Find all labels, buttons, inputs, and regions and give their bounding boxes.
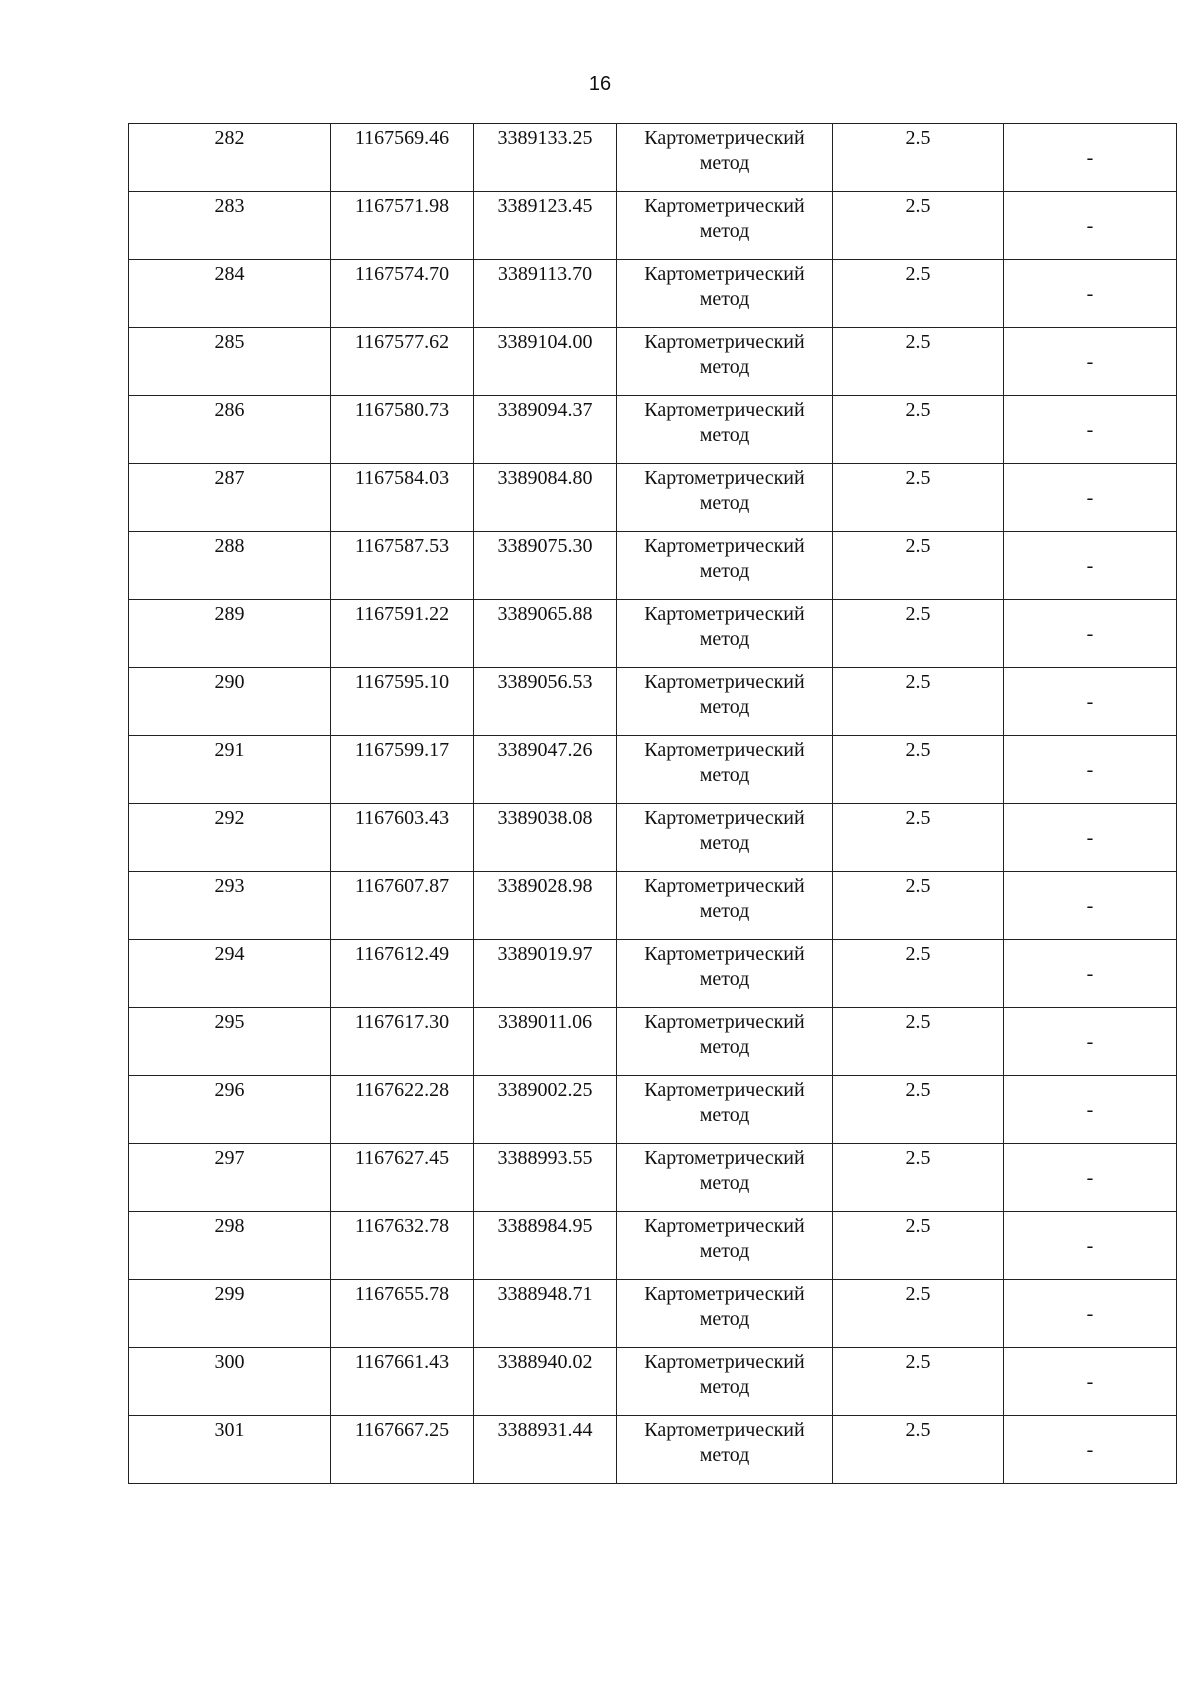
x-coordinate-cell-text: 1167655.78 [354, 1283, 450, 1305]
y-coordinate-cell-text: 3389133.25 [497, 127, 593, 149]
y-coordinate-cell [474, 668, 617, 736]
accuracy-cell [833, 1144, 1004, 1212]
accuracy-cell-text: 2.5 [905, 399, 931, 421]
y-coordinate-cell [474, 872, 617, 940]
point-number-cell-text: 291 [214, 739, 245, 761]
method-cell [617, 1348, 833, 1416]
x-coordinate-cell [331, 940, 474, 1008]
x-coordinate-cell [331, 600, 474, 668]
accuracy-cell [833, 328, 1004, 396]
x-coordinate-cell-text: 1167571.98 [354, 195, 450, 217]
accuracy-cell [833, 804, 1004, 872]
accuracy-cell-text: 2.5 [905, 1011, 931, 1033]
table-row [129, 328, 1177, 396]
accuracy-cell [833, 532, 1004, 600]
note-cell-text: - [1086, 759, 1094, 781]
point-number-cell-text: 283 [214, 195, 245, 217]
point-number-cell [129, 1076, 331, 1144]
y-coordinate-cell [474, 940, 617, 1008]
accuracy-cell [833, 124, 1004, 192]
y-coordinate-cell [474, 192, 617, 260]
note-cell [1004, 1348, 1177, 1416]
y-coordinate-cell [474, 532, 617, 600]
x-coordinate-cell-text: 1167667.25 [354, 1419, 450, 1441]
accuracy-cell-text: 2.5 [905, 127, 931, 149]
accuracy-cell [833, 736, 1004, 804]
note-cell-text: - [1086, 1167, 1094, 1189]
method-cell [617, 1416, 833, 1484]
y-coordinate-cell [474, 736, 617, 804]
method-cell [617, 804, 833, 872]
y-coordinate-cell [474, 260, 617, 328]
point-number-cell-text: 297 [214, 1147, 245, 1169]
x-coordinate-cell [331, 1144, 474, 1212]
x-coordinate-cell-text: 1167584.03 [354, 467, 450, 489]
accuracy-cell [833, 1212, 1004, 1280]
point-number-cell-text: 290 [214, 671, 245, 693]
point-number-cell-text: 287 [214, 467, 245, 489]
point-number-cell [129, 1348, 331, 1416]
note-cell-text: - [1086, 1235, 1094, 1257]
y-coordinate-cell-text: 3389075.30 [497, 535, 593, 557]
method-cell [617, 260, 833, 328]
accuracy-cell-text: 2.5 [905, 1419, 931, 1441]
method-cell [617, 940, 833, 1008]
accuracy-cell [833, 668, 1004, 736]
accuracy-cell-text: 2.5 [905, 467, 931, 489]
method-cell-text: Картометрический метод [644, 263, 805, 310]
accuracy-cell-text: 2.5 [905, 535, 931, 557]
accuracy-cell-text: 2.5 [905, 807, 931, 829]
point-number-cell-text: 295 [214, 1011, 245, 1033]
y-coordinate-cell-text: 3389084.80 [497, 467, 593, 489]
table-row [129, 1076, 1177, 1144]
accuracy-cell [833, 464, 1004, 532]
point-number-cell-text: 292 [214, 807, 245, 829]
point-number-cell [129, 124, 331, 192]
accuracy-cell [833, 872, 1004, 940]
method-cell [617, 328, 833, 396]
point-number-cell [129, 464, 331, 532]
note-cell [1004, 260, 1177, 328]
x-coordinate-cell [331, 1348, 474, 1416]
y-coordinate-cell-text: 3388993.55 [497, 1147, 593, 1169]
table-row [129, 1348, 1177, 1416]
point-number-cell-text: 300 [214, 1351, 245, 1373]
x-coordinate-cell-text: 1167574.70 [354, 263, 450, 285]
y-coordinate-cell-text: 3389047.26 [497, 739, 593, 761]
point-number-cell-text: 299 [214, 1283, 245, 1305]
accuracy-cell-text: 2.5 [905, 603, 931, 625]
y-coordinate-cell-text: 3389094.37 [497, 399, 593, 421]
table-row [129, 124, 1177, 192]
note-cell [1004, 396, 1177, 464]
x-coordinate-cell [331, 804, 474, 872]
x-coordinate-cell-text: 1167617.30 [354, 1011, 450, 1033]
method-cell-text: Картометрический метод [644, 535, 805, 582]
note-cell-text: - [1086, 691, 1094, 713]
point-number-cell [129, 260, 331, 328]
accuracy-cell [833, 192, 1004, 260]
note-cell-text: - [1086, 963, 1094, 985]
y-coordinate-cell-text: 3389038.08 [497, 807, 593, 829]
method-cell-text: Картометрический метод [644, 739, 805, 786]
coordinates-table [128, 123, 1177, 1484]
method-cell-text: Картометрический метод [644, 1011, 805, 1058]
accuracy-cell-text: 2.5 [905, 1215, 931, 1237]
method-cell-text: Картометрический метод [644, 467, 805, 514]
y-coordinate-cell [474, 804, 617, 872]
note-cell-text: - [1086, 283, 1094, 305]
accuracy-cell [833, 1008, 1004, 1076]
method-cell-text: Картометрический метод [644, 331, 805, 378]
table-row [129, 1144, 1177, 1212]
method-cell [617, 736, 833, 804]
table-row [129, 940, 1177, 1008]
method-cell-text: Картометрический метод [644, 603, 805, 650]
note-cell [1004, 668, 1177, 736]
table-row [129, 1280, 1177, 1348]
x-coordinate-cell [331, 1416, 474, 1484]
y-coordinate-cell [474, 328, 617, 396]
note-cell [1004, 1008, 1177, 1076]
point-number-cell [129, 1008, 331, 1076]
table-row [129, 668, 1177, 736]
y-coordinate-cell-text: 3389002.25 [497, 1079, 593, 1101]
accuracy-cell-text: 2.5 [905, 263, 931, 285]
note-cell [1004, 532, 1177, 600]
y-coordinate-cell [474, 600, 617, 668]
method-cell-text: Картометрический метод [644, 127, 805, 174]
note-cell [1004, 1280, 1177, 1348]
x-coordinate-cell [331, 532, 474, 600]
method-cell [617, 1144, 833, 1212]
y-coordinate-cell [474, 1416, 617, 1484]
y-coordinate-cell [474, 1008, 617, 1076]
accuracy-cell-text: 2.5 [905, 331, 931, 353]
accuracy-cell [833, 260, 1004, 328]
x-coordinate-cell [331, 1212, 474, 1280]
method-cell-text: Картометрический метод [644, 1215, 805, 1262]
table-row [129, 1212, 1177, 1280]
point-number-cell [129, 600, 331, 668]
note-cell-text: - [1086, 827, 1094, 849]
method-cell-text: Картометрический метод [644, 1283, 805, 1330]
note-cell-text: - [1086, 623, 1094, 645]
table-row [129, 396, 1177, 464]
note-cell-text: - [1086, 1303, 1094, 1325]
accuracy-cell [833, 940, 1004, 1008]
y-coordinate-cell-text: 3389056.53 [497, 671, 593, 693]
point-number-cell-text: 286 [214, 399, 245, 421]
y-coordinate-cell-text: 3389065.88 [497, 603, 593, 625]
method-cell-text: Картометрический метод [644, 1147, 805, 1194]
accuracy-cell-text: 2.5 [905, 943, 931, 965]
method-cell-text: Картометрический метод [644, 399, 805, 446]
accuracy-cell-text: 2.5 [905, 195, 931, 217]
method-cell [617, 1076, 833, 1144]
point-number-cell-text: 289 [214, 603, 245, 625]
point-number-cell [129, 668, 331, 736]
accuracy-cell-text: 2.5 [905, 1283, 931, 1305]
method-cell-text: Картометрический метод [644, 1419, 805, 1466]
note-cell-text: - [1086, 487, 1094, 509]
method-cell [617, 192, 833, 260]
point-number-cell [129, 532, 331, 600]
method-cell-text: Картометрический метод [644, 1351, 805, 1398]
x-coordinate-cell-text: 1167591.22 [354, 603, 450, 625]
x-coordinate-cell [331, 328, 474, 396]
point-number-cell-text: 301 [214, 1419, 245, 1441]
y-coordinate-cell-text: 3388940.02 [497, 1351, 593, 1373]
y-coordinate-cell-text: 3389113.70 [497, 263, 593, 285]
method-cell [617, 1280, 833, 1348]
x-coordinate-cell-text: 1167612.49 [354, 943, 450, 965]
coordinates-table-body [129, 124, 1177, 1484]
method-cell-text: Картометрический метод [644, 671, 805, 718]
note-cell-text: - [1086, 351, 1094, 373]
x-coordinate-cell-text: 1167577.62 [354, 331, 450, 353]
note-cell-text: - [1086, 1099, 1094, 1121]
y-coordinate-cell-text: 3388931.44 [497, 1419, 593, 1441]
x-coordinate-cell-text: 1167599.17 [354, 739, 450, 761]
table-row [129, 532, 1177, 600]
note-cell-text: - [1086, 1371, 1094, 1393]
y-coordinate-cell-text: 3389011.06 [497, 1011, 593, 1033]
point-number-cell [129, 1144, 331, 1212]
y-coordinate-cell [474, 1144, 617, 1212]
table-row [129, 192, 1177, 260]
point-number-cell [129, 1416, 331, 1484]
x-coordinate-cell-text: 1167627.45 [354, 1147, 450, 1169]
y-coordinate-cell-text: 3389019.97 [497, 943, 593, 965]
method-cell [617, 1212, 833, 1280]
accuracy-cell [833, 1348, 1004, 1416]
note-cell-text: - [1086, 1439, 1094, 1461]
point-number-cell [129, 192, 331, 260]
method-cell-text: Картометрический метод [644, 1079, 805, 1126]
y-coordinate-cell [474, 396, 617, 464]
x-coordinate-cell-text: 1167595.10 [354, 671, 450, 693]
y-coordinate-cell-text: 3388984.95 [497, 1215, 593, 1237]
x-coordinate-cell-text: 1167603.43 [354, 807, 450, 829]
accuracy-cell-text: 2.5 [905, 1079, 931, 1101]
table-row [129, 804, 1177, 872]
accuracy-cell-text: 2.5 [905, 1147, 931, 1169]
point-number-cell-text: 285 [214, 331, 245, 353]
accuracy-cell [833, 1076, 1004, 1144]
note-cell [1004, 124, 1177, 192]
note-cell [1004, 1076, 1177, 1144]
note-cell-text: - [1086, 1031, 1094, 1053]
y-coordinate-cell-text: 3389123.45 [497, 195, 593, 217]
point-number-cell-text: 298 [214, 1215, 245, 1237]
point-number-cell [129, 872, 331, 940]
x-coordinate-cell [331, 396, 474, 464]
y-coordinate-cell [474, 1212, 617, 1280]
note-cell [1004, 872, 1177, 940]
method-cell-text: Картометрический метод [644, 875, 805, 922]
note-cell-text: - [1086, 215, 1094, 237]
method-cell [617, 396, 833, 464]
note-cell-text: - [1086, 895, 1094, 917]
point-number-cell [129, 804, 331, 872]
point-number-cell [129, 1212, 331, 1280]
method-cell [617, 124, 833, 192]
table-row [129, 1416, 1177, 1484]
table-row [129, 1008, 1177, 1076]
accuracy-cell-text: 2.5 [905, 875, 931, 897]
accuracy-cell-text: 2.5 [905, 671, 931, 693]
y-coordinate-cell-text: 3389028.98 [497, 875, 593, 897]
x-coordinate-cell [331, 1280, 474, 1348]
accuracy-cell [833, 396, 1004, 464]
table-row [129, 600, 1177, 668]
note-cell [1004, 736, 1177, 804]
point-number-cell [129, 940, 331, 1008]
point-number-cell [129, 736, 331, 804]
x-coordinate-cell [331, 192, 474, 260]
x-coordinate-cell [331, 1008, 474, 1076]
point-number-cell [129, 1280, 331, 1348]
table-row [129, 260, 1177, 328]
method-cell [617, 1008, 833, 1076]
accuracy-cell [833, 1280, 1004, 1348]
accuracy-cell-text: 2.5 [905, 1351, 931, 1373]
method-cell [617, 464, 833, 532]
y-coordinate-cell [474, 1076, 617, 1144]
point-number-cell-text: 282 [214, 127, 245, 149]
point-number-cell-text: 288 [214, 535, 245, 557]
note-cell-text: - [1086, 147, 1094, 169]
accuracy-cell [833, 1416, 1004, 1484]
method-cell-text: Картометрический метод [644, 195, 805, 242]
y-coordinate-cell-text: 3388948.71 [497, 1283, 593, 1305]
note-cell [1004, 1212, 1177, 1280]
x-coordinate-cell-text: 1167580.73 [354, 399, 450, 421]
note-cell [1004, 464, 1177, 532]
y-coordinate-cell [474, 1348, 617, 1416]
x-coordinate-cell [331, 1076, 474, 1144]
accuracy-cell [833, 600, 1004, 668]
y-coordinate-cell [474, 1280, 617, 1348]
x-coordinate-cell-text: 1167587.53 [354, 535, 450, 557]
point-number-cell-text: 296 [214, 1079, 245, 1101]
method-cell-text: Картометрический метод [644, 807, 805, 854]
note-cell [1004, 1144, 1177, 1212]
method-cell [617, 872, 833, 940]
note-cell-text: - [1086, 419, 1094, 441]
method-cell-text: Картометрический метод [644, 943, 805, 990]
method-cell [617, 668, 833, 736]
method-cell [617, 600, 833, 668]
point-number-cell [129, 396, 331, 464]
point-number-cell-text: 284 [214, 263, 245, 285]
y-coordinate-cell [474, 464, 617, 532]
x-coordinate-cell-text: 1167569.46 [354, 127, 450, 149]
x-coordinate-cell [331, 260, 474, 328]
x-coordinate-cell [331, 464, 474, 532]
point-number-cell-text: 293 [214, 875, 245, 897]
x-coordinate-cell-text: 1167622.28 [354, 1079, 450, 1101]
note-cell [1004, 804, 1177, 872]
note-cell-text: - [1086, 555, 1094, 577]
note-cell [1004, 600, 1177, 668]
x-coordinate-cell-text: 1167661.43 [354, 1351, 450, 1373]
point-number-cell-text: 294 [214, 943, 245, 965]
note-cell [1004, 940, 1177, 1008]
note-cell [1004, 328, 1177, 396]
method-cell [617, 532, 833, 600]
point-number-cell [129, 328, 331, 396]
accuracy-cell-text: 2.5 [905, 739, 931, 761]
table-row [129, 464, 1177, 532]
x-coordinate-cell [331, 124, 474, 192]
note-cell [1004, 1416, 1177, 1484]
y-coordinate-cell [474, 124, 617, 192]
table-row [129, 872, 1177, 940]
note-cell [1004, 192, 1177, 260]
x-coordinate-cell-text: 1167607.87 [354, 875, 450, 897]
x-coordinate-cell [331, 668, 474, 736]
x-coordinate-cell-text: 1167632.78 [354, 1215, 450, 1237]
y-coordinate-cell-text: 3389104.00 [497, 331, 593, 353]
page-number: 16 [588, 73, 612, 95]
x-coordinate-cell [331, 736, 474, 804]
table-row [129, 736, 1177, 804]
x-coordinate-cell [331, 872, 474, 940]
